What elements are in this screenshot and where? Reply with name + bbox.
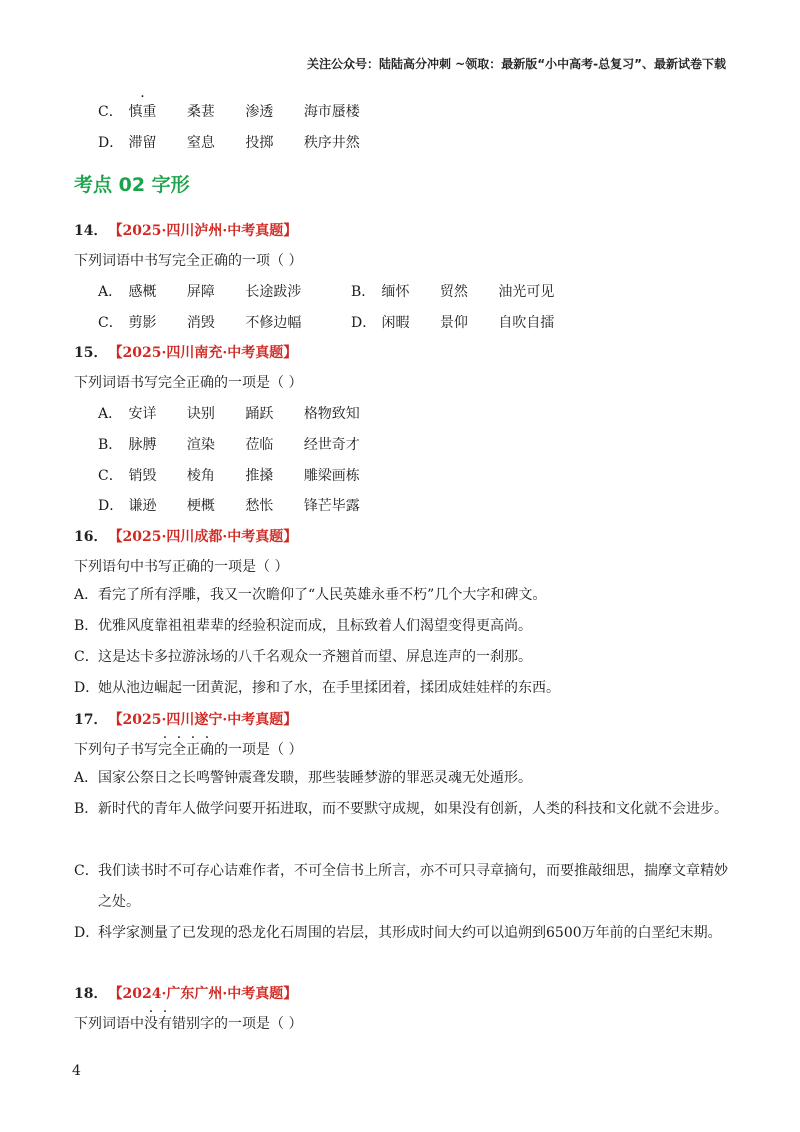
question-14-stem: 下列词语中书写完全正确的一项（ ） <box>74 253 303 269</box>
page-number: 4 <box>72 1063 81 1079</box>
emphasis-char: 有 <box>158 1016 172 1032</box>
question-15-option-b: B． 脉膊 渲染 莅临 经世奇才 <box>98 437 360 453</box>
emphasis-dotted <box>144 1016 172 1032</box>
question-17-stem: 下列句子书写完全正确的一项是（ ） <box>74 742 303 758</box>
question-15-header: 15． 【2025·四川南充·中考真题】 <box>74 345 298 361</box>
question-14-option-b: B． 缅怀 贸然 油光可见 <box>351 284 555 300</box>
question-16-header: 16． 【2025·四川成都·中考真题】 <box>74 529 298 545</box>
question-15-stem: 下列词语书写完全正确的一项是（ ） <box>74 375 303 391</box>
question-16-option-c: C．这是达卡多拉游泳场的八千名观众一齐翘首而望、屏息连声的一刹那。 <box>74 649 532 665</box>
question-17-header: 17． 【2025·四川遂宁·中考真题】 <box>74 712 298 728</box>
emphasis-char: 正 <box>186 742 200 758</box>
question-17-option-a: A．国家公祭日之长鸣警钟震聋发聩，那些装睡梦游的罪恶灵魂无处遁形。 <box>74 770 532 786</box>
question-15-option-d: D． 谦逊 梗概 愁怅 锋芒毕露 <box>98 498 360 514</box>
word: 投掷 <box>245 135 274 151</box>
section-title: 考点 02 字形 <box>74 174 190 196</box>
question-18-stem: 下列词语中没有错别字的一项是（ ） <box>74 1016 303 1032</box>
question-14-option-c: C． 剪影 消毁 不修边幅 <box>98 315 302 331</box>
question-17-option-d: D．科学家测量了已发现的恐龙化石周围的岩层，其形成时间大约可以追朔到6500万年前的白垩纪末期。 <box>74 925 722 941</box>
question-17-option-b: B．新时代的青年人做学问要开拓进取，而不要默守成规，如果没有创新，人类的科技和文化就不会进步。 <box>74 801 728 817</box>
question-15-option-c: C． 销毁 棱角 推搡 雕梁画栋 <box>98 468 360 484</box>
question-14-option-a: A． 感概 屏障 长途跋涉 <box>98 284 302 300</box>
question-17-option-c: C．我们读书时不可存心诘难作者，不可全信书上所言，亦不可只寻章摘句，而要推敲细思，揣摩文章精妙之处。 <box>74 863 728 910</box>
emphasis-char: 确 <box>200 742 214 758</box>
question-16-option-d: D．她从池边崛起一团黄泥，掺和了水，在手里揉团着，揉团成娃娃样的东西。 <box>74 680 560 696</box>
word: 滞留 <box>128 135 157 151</box>
word: 秩序井然 <box>303 135 360 151</box>
header-note: 关注公众号：陆陆高分冲刺 ~领取：最新版“小中高考-总复习”、最新试卷下载 <box>307 57 726 71</box>
word: 慎重 <box>128 104 157 120</box>
word: 桑葚 <box>186 104 215 120</box>
emphasis-char: 没 <box>144 1016 158 1032</box>
question-16-option-b: B．优雅风度靠祖祖辈辈的经验积淀而成，且标致着人们渴望变得更高尚。 <box>74 618 532 634</box>
question-15-option-a: A． 安详 诀别 踊跃 格物致知 <box>98 406 360 422</box>
emphasis-char: 全 <box>172 742 186 758</box>
word: 渗透 <box>245 104 274 120</box>
emphasis-dotted <box>158 742 214 758</box>
prev-option-c: C． 慎重 桑葚 渗透 海市蜃楼 <box>98 101 386 121</box>
word: 海市蜃楼 <box>303 104 360 120</box>
question-16-stem: 下列语句中书写正确的一项是（ ） <box>74 559 289 575</box>
question-14-option-d: D． 闲暇 景仰 自吹自擂 <box>351 315 555 331</box>
word: 窒息 <box>186 135 215 151</box>
emphasis-char: 完 <box>158 742 172 758</box>
prev-option-d: D． 滞留 窒息 投掷 秩序井然 <box>98 132 386 152</box>
question-14-header: 14． 【2025·四川泸州·中考真题】 <box>74 223 298 239</box>
question-18-header: 18． 【2024·广东广州·中考真题】 <box>74 986 298 1002</box>
question-16-option-a: A．看完了所有浮雕，我又一次瞻仰了“人民英雄永垂不朽”几个大字和碑文。 <box>74 587 547 603</box>
